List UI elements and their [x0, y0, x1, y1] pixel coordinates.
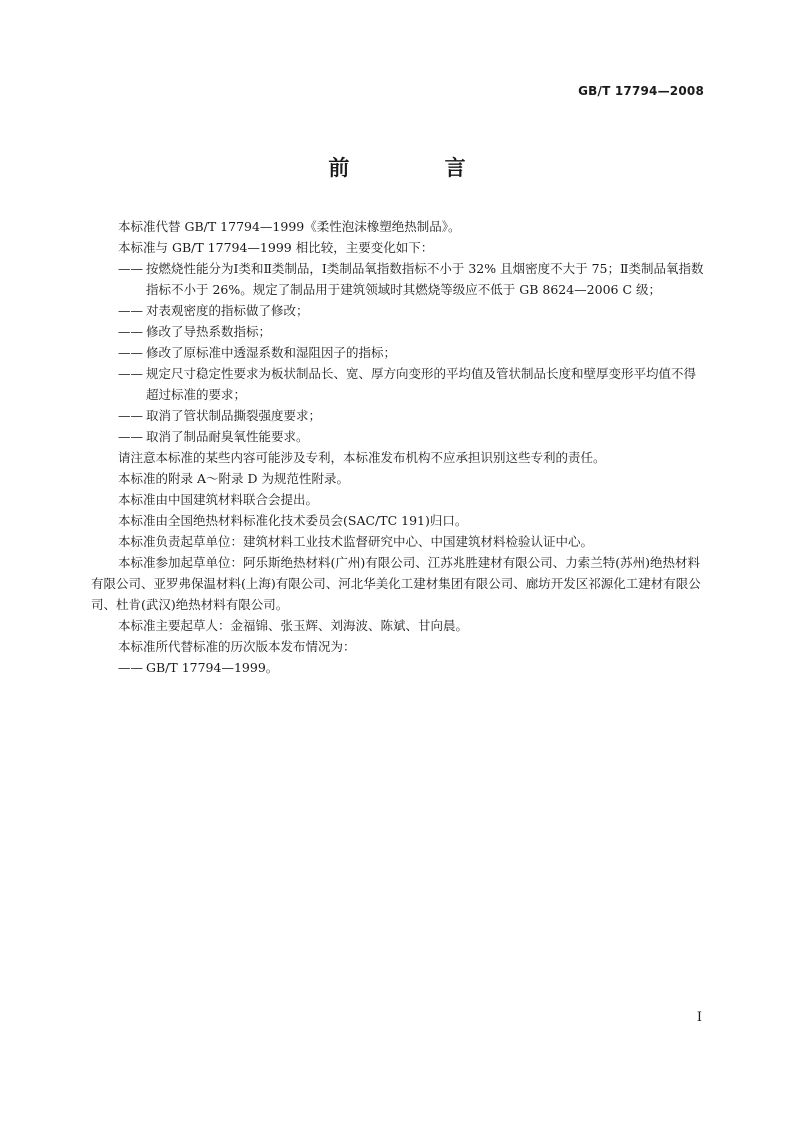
- change-text: 修改了原标准中透湿系数和湿阻因子的指标；: [146, 345, 397, 360]
- paragraph: 请注意本标准的某些内容可能涉及专利，本标准发布机构不应承担识别这些专利的责任。: [118, 450, 606, 465]
- dash-marker: ——: [118, 366, 143, 381]
- paragraph: 本标准的附录 A～附录 D 为规范性附录。: [118, 471, 349, 486]
- dash-marker: ——: [118, 345, 143, 360]
- paragraph: 本标准主要起草人：金福锦、张玉辉、刘海波、陈斌、甘向晨。: [118, 618, 469, 633]
- page-title: 前 言: [328, 156, 510, 180]
- standard-code: GB/T 17794—2008: [578, 84, 704, 98]
- dash-marker: ——: [118, 261, 143, 276]
- change-text: 对表观密度的指标做了修改；: [146, 303, 309, 318]
- history-item: [118, 657, 708, 678]
- paragraph: 本标准参加起草单位：阿乐斯绝热材料(广州)有限公司、江苏兆胜建材有限公司、力索兰特(苏州)绝热材料有限公司、亚罗弗保温材料(上海)有限公司、河北华美化工建材集团有限公司、廊坊开发区祁源化工建材有限公司、杜肯(武汉)绝热材料有限公司。: [91, 555, 701, 612]
- change-item: [118, 363, 708, 405]
- change-item: [118, 426, 708, 447]
- dash-marker: ——: [118, 408, 143, 423]
- paragraph: 本标准由全国绝热材料标准化技术委员会(SAC/TC 191)归口。: [118, 513, 468, 528]
- dash-marker: ——: [118, 660, 143, 675]
- dash-marker: ——: [118, 429, 143, 444]
- change-item: [118, 300, 708, 321]
- dash-marker: ——: [118, 303, 143, 318]
- paragraph: 本标准由中国建筑材料联合会提出。: [118, 492, 319, 507]
- change-item: [118, 405, 708, 426]
- dash-marker: ——: [118, 324, 143, 339]
- change-item: [118, 321, 708, 342]
- paragraph: 本标准所代替标准的历次版本发布情况为：: [118, 639, 356, 654]
- change-item: [118, 342, 708, 363]
- history-text: GB/T 17794—1999。: [146, 660, 279, 675]
- change-text: 按燃烧性能分为Ⅰ类和Ⅱ类制品，Ⅰ类制品氧指数指标不小于 32% 且烟密度不大于 75；Ⅱ类制品氧指数指标不小于 26%。规定了制品用于建筑领域时其燃烧等级应不低于 GB 8624—2006 C 级；: [146, 261, 704, 297]
- change-text: 取消了制品耐臭氧性能要求。: [146, 429, 309, 444]
- paragraph: 本标准与 GB/T 17794—1999 相比较，主要变化如下：: [118, 240, 434, 255]
- page-number: Ⅰ: [696, 1010, 702, 1025]
- change-item: [118, 258, 708, 300]
- paragraph: 本标准负责起草单位：建筑材料工业技术监督研究中心、中国建筑材料检验认证中心。: [118, 534, 594, 549]
- foreword-body: [91, 216, 708, 678]
- change-text: 规定尺寸稳定性要求为板状制品长、宽、厚方向变形的平均值及管状制品长度和壁厚变形平均值不得超过标准的要求；: [146, 366, 697, 402]
- change-text: 修改了导热系数指标；: [146, 324, 272, 339]
- paragraph: 本标准代替 GB/T 17794—1999《柔性泡沫橡塑绝热制品》。: [118, 219, 461, 234]
- change-text: 取消了管状制品撕裂强度要求；: [146, 408, 322, 423]
